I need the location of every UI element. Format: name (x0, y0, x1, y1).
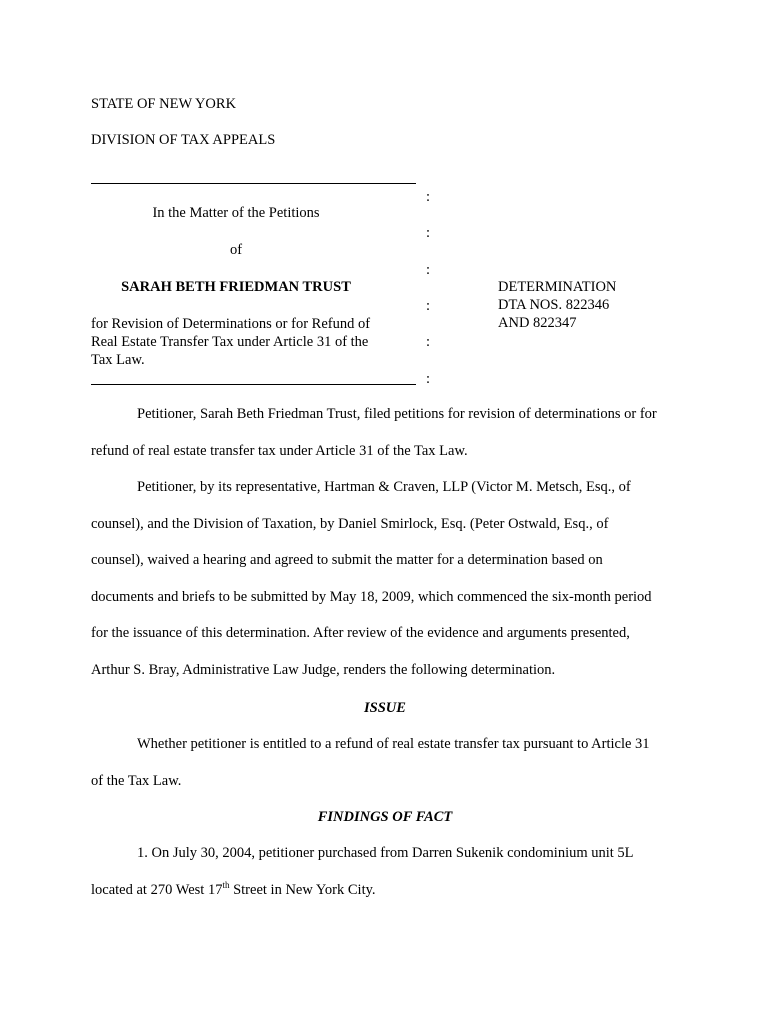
paragraph-petition (91, 396, 691, 469)
paragraph-issue (91, 726, 691, 799)
petitioner-name: SARAH BETH FRIEDMAN TRUST (121, 279, 351, 295)
text-line: counsel), and the Division of Taxation, by Daniel Smirlock, Esq. (Peter Ostwald, Esq., of (91, 515, 609, 532)
issue-heading: ISSUE (364, 700, 406, 716)
document-type: DETERMINATION (498, 279, 617, 295)
text-line: Whether petitioner is entitled to a refund of real estate transfer tax pursuant to Article 31 (137, 736, 650, 752)
caption-bottom-rule (91, 384, 416, 385)
paragraph-finding-1 (91, 835, 691, 908)
text-line: documents and briefs to be submitted by May 18, 2009, which commenced the six-month period (91, 588, 652, 605)
purpose-line-3: Tax Law. (91, 352, 145, 368)
text-line: counsel), waived a hearing and agreed to submit the matter for a determination based on (91, 552, 603, 568)
caption-colon: : (426, 298, 431, 314)
caption-colon: : (426, 334, 431, 350)
text-line: refund of real estate transfer tax under Article 31 of the Tax Law. (91, 442, 468, 459)
text-line: Petitioner, by its representative, Hartman & Craven, LLP (Victor M. Metsch, Esq., of (137, 479, 631, 495)
text-line (91, 872, 691, 909)
state-header: STATE OF NEW YORK (91, 96, 237, 112)
caption-colon: : (426, 262, 431, 278)
text-line: Arthur S. Bray, Administrative Law Judge, renders the following determination. (91, 661, 556, 678)
text-line: 1. On July 30, 2004, petitioner purchased from Darren Sukenik condominium unit 5L (137, 845, 634, 861)
ordinal-suffix: th (222, 879, 230, 890)
text-line: of the Tax Law. (91, 772, 182, 789)
caption-colon: : (426, 225, 431, 241)
caption-colon: : (426, 371, 431, 387)
text-segment: Street in New York City. (229, 881, 376, 898)
division-header: DIVISION OF TAX APPEALS (91, 132, 276, 148)
findings-heading: FINDINGS OF FACT (317, 809, 453, 825)
purpose-line-2: Real Estate Transfer Tax under Article 31 of the (91, 334, 369, 350)
dta-numbers-line-1: DTA NOS. 822346 (498, 297, 610, 313)
caption-top-rule (91, 183, 416, 184)
caption-colon: : (426, 189, 431, 205)
text-line: for the issuance of this determination. After review of the evidence and arguments presented, (91, 625, 630, 641)
text-line: Petitioner, Sarah Beth Friedman Trust, filed petitions for revision of determinations or for (137, 406, 657, 422)
text-segment: located at 270 West 17 (91, 881, 223, 898)
paragraph-representation (91, 469, 691, 688)
matter-line: In the Matter of the Petitions (152, 205, 320, 221)
purpose-line-1: for Revision of Determinations or for Refund of (91, 316, 371, 332)
of-line: of (229, 242, 243, 258)
dta-numbers-line-2: AND 822347 (498, 315, 577, 331)
